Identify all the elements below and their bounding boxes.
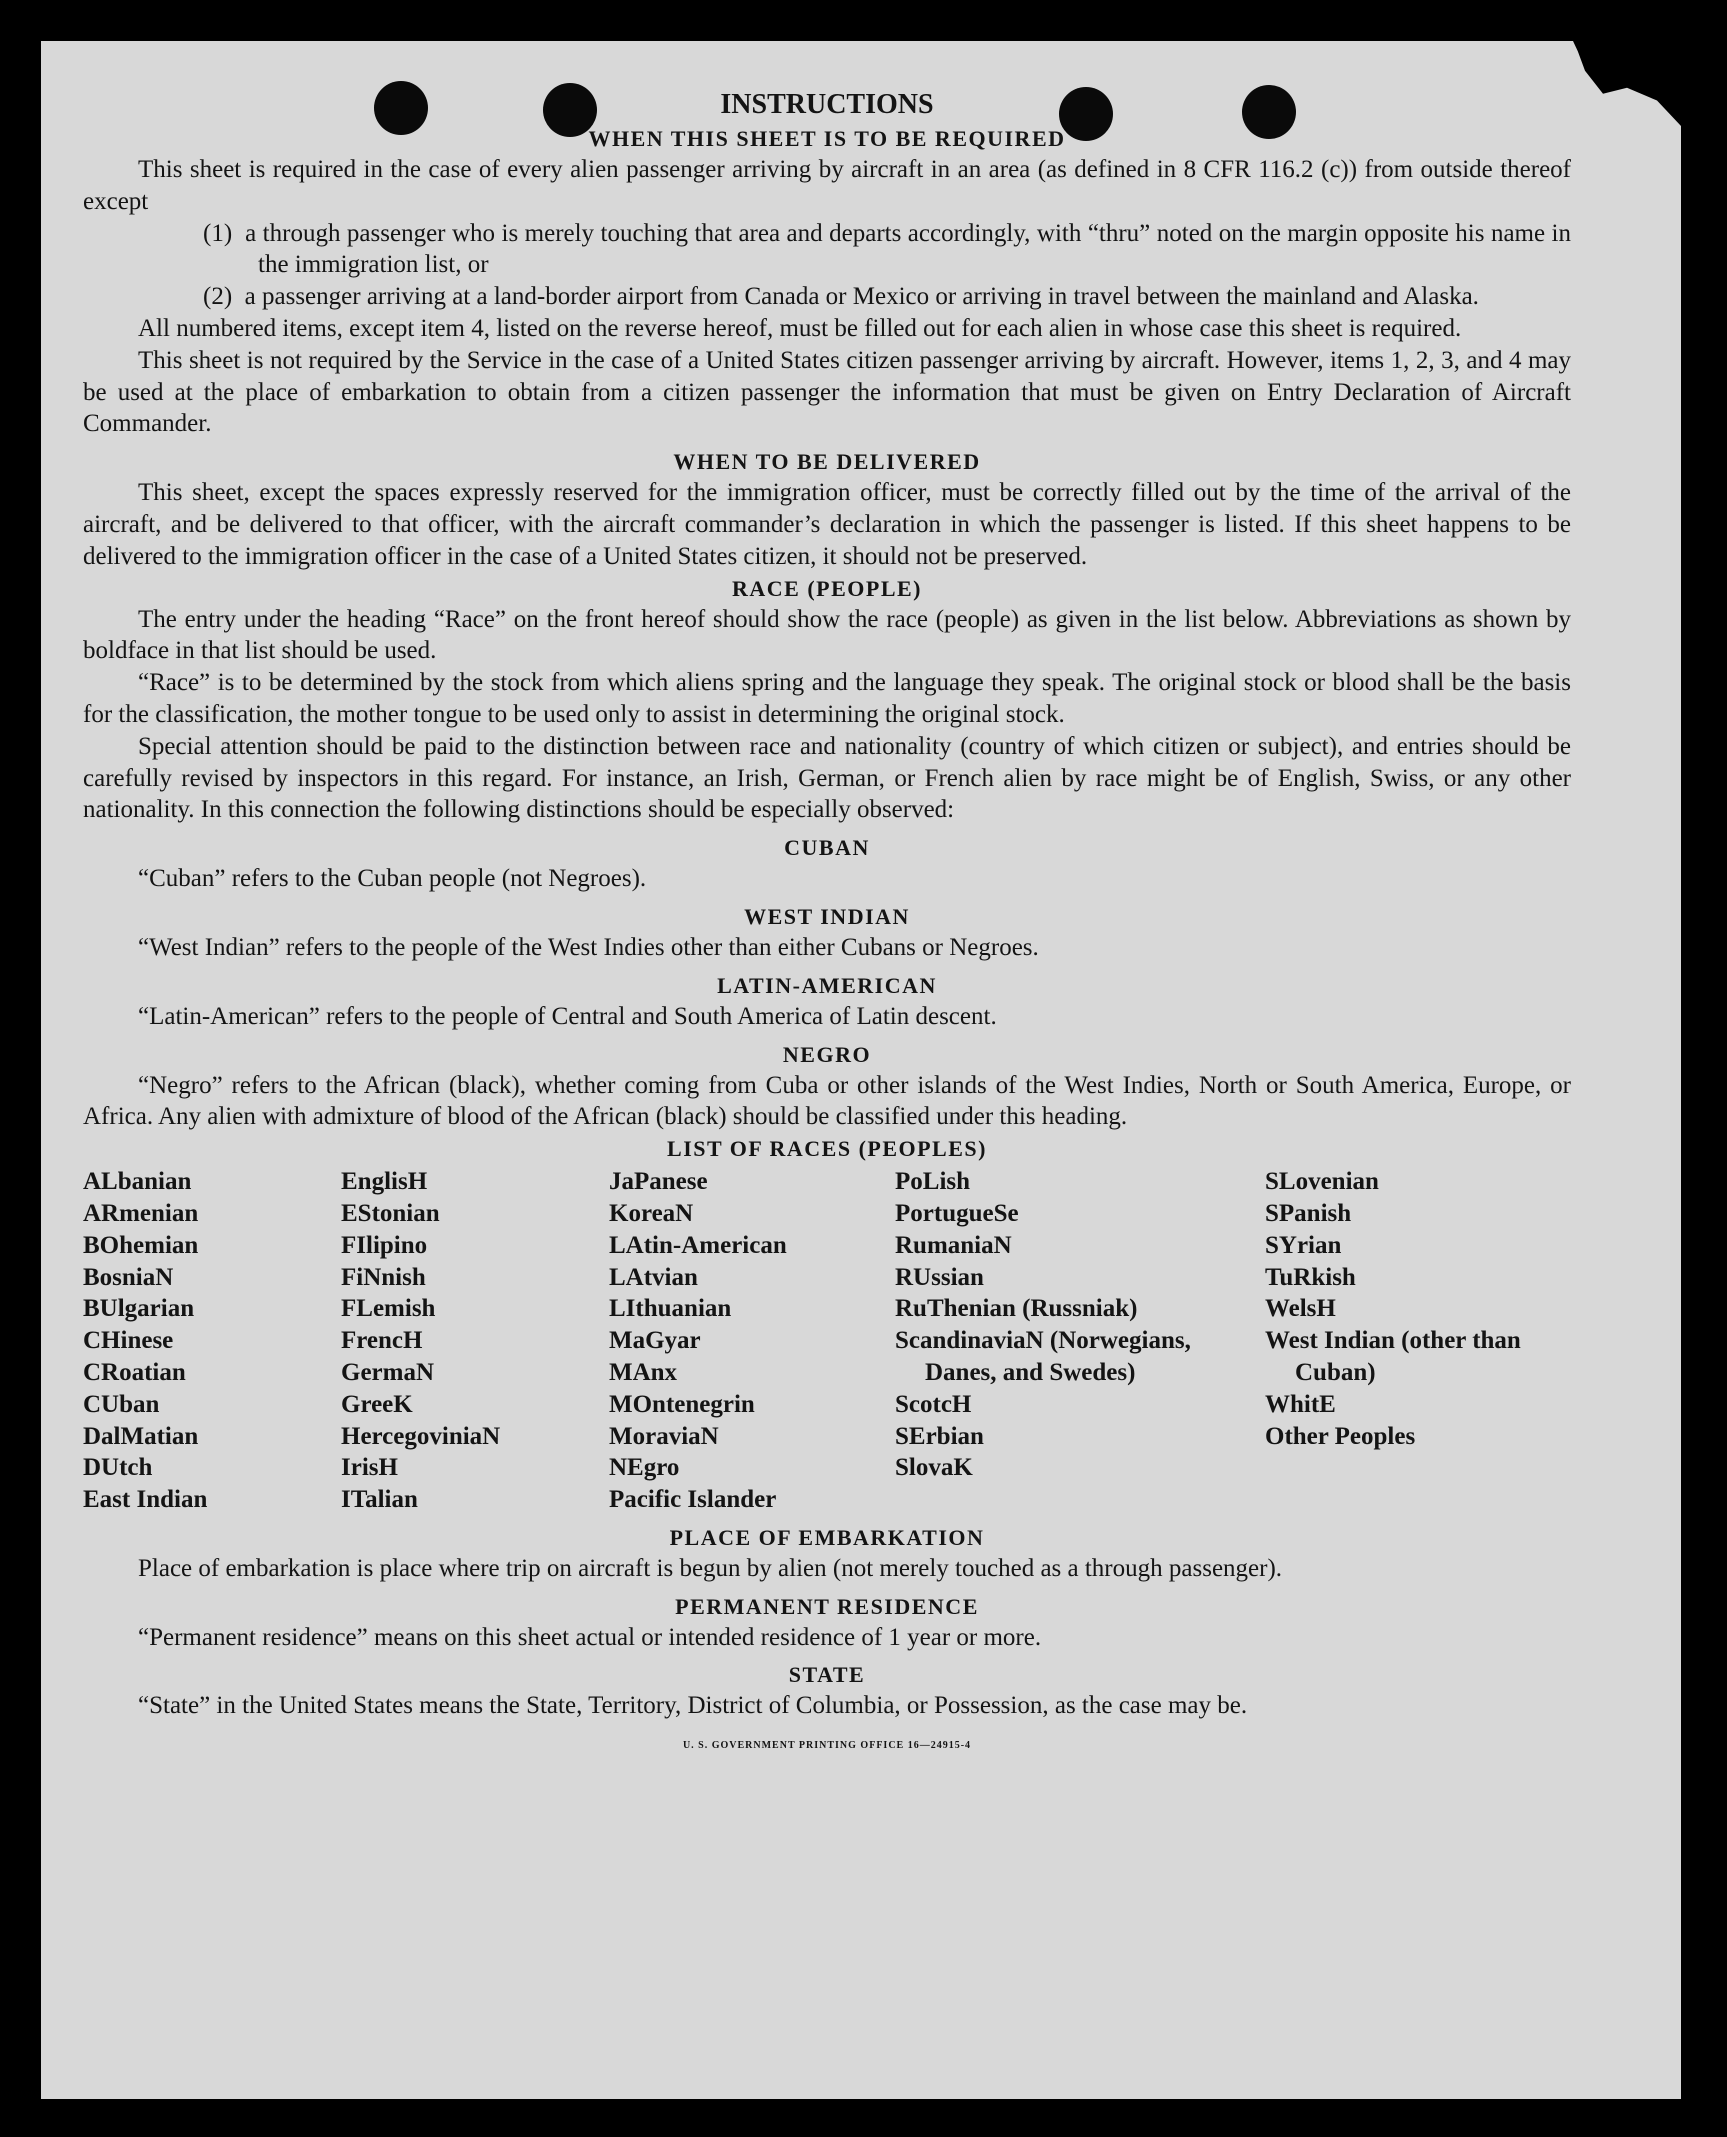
- heading-negro: NEGRO: [782, 1041, 872, 1067]
- paragraph: The entry under the heading “Race” on the front hereof should show the race (people) as given in the list below. Abbreviations as shown by boldface in that list should be used.: [83, 605, 1571, 665]
- paragraph: “Cuban” refers to the Cuban people (not Negroes).: [138, 865, 647, 893]
- paragraph: All numbered items, except item 4, listed on the reverse hereof, must be filled out for each alien in whose case this sheet is required.: [138, 314, 1462, 342]
- race-entry: MAnx: [609, 1358, 678, 1386]
- race-entry: PortugueSe: [895, 1199, 1019, 1227]
- race-entry: IrisH: [341, 1454, 398, 1482]
- instructions-content: [83, 88, 1571, 1762]
- race-entry: ITalian: [341, 1486, 418, 1514]
- paragraph: “State” in the United States means the State, Territory, District of Columbia, or Possession, as the case may be.: [138, 1692, 1248, 1720]
- race-entry: KoreaN: [609, 1199, 694, 1227]
- heading-west-indian: WEST INDIAN: [744, 903, 910, 929]
- race-entry: MOntenegrin: [609, 1390, 755, 1418]
- race-entry: SYrian: [1265, 1231, 1342, 1259]
- race-entry: GermaN: [341, 1358, 435, 1386]
- race-entry: EStonian: [341, 1199, 440, 1227]
- race-entry: NEgro: [609, 1454, 680, 1482]
- race-entry: West Indian (other than Cuban): [1265, 1327, 1521, 1386]
- race-column: [341, 1166, 609, 1516]
- race-entry: RUssian: [895, 1263, 984, 1291]
- race-entry: SLovenian: [1265, 1168, 1379, 1196]
- race-entry: TuRkish: [1265, 1263, 1356, 1291]
- race-entry: GreeK: [341, 1390, 413, 1418]
- paragraph: Place of embarkation is place where trip on aircraft is begun by alien (not merely touched as a through passenger).: [138, 1554, 1283, 1582]
- paragraph: This sheet is required in the case of every alien passenger arriving by aircraft in an area (as defined in 8 CFR 116.2 (c)) from outside thereof except: [83, 156, 1571, 215]
- race-entry: LAtin-American: [609, 1231, 787, 1259]
- heading-cuban: CUBAN: [784, 835, 870, 861]
- race-entry: FiNnish: [341, 1263, 426, 1291]
- race-entry: Pacific Islander: [609, 1486, 777, 1514]
- heading-race: RACE (PEOPLE): [732, 575, 922, 601]
- heading-when-delivered: WHEN TO BE DELIVERED: [673, 449, 981, 475]
- race-entry: WelsH: [1265, 1295, 1336, 1323]
- paragraph: This sheet, except the spaces expressly reserved for the immigration officer, must be correctly filled out by the time of the arrival of the aircraft, and be delivered to that officer, with the aircraft commander’s declaration in which the passenger is listed. If this sheet happens to be delivered to the immigration officer in the case of a United States citizen, it should not be preserved.: [83, 479, 1571, 570]
- paragraph: “West Indian” refers to the people of the West Indies other than either Cubans or Negroes.: [138, 933, 1039, 961]
- printer-imprint: U. S. GOVERNMENT PRINTING OFFICE 16—24915-4: [682, 1740, 972, 1752]
- paragraph: “Latin-American” refers to the people of Central and South America of Latin descent.: [138, 1002, 997, 1030]
- race-entry: CUban: [83, 1390, 160, 1418]
- race-entry: BUlgarian: [83, 1295, 195, 1323]
- race-entry: CHinese: [83, 1327, 174, 1355]
- page-title: INSTRUCTIONS: [720, 89, 934, 120]
- race-entry: FLemish: [341, 1295, 436, 1323]
- race-entry: MoraviaN: [609, 1422, 719, 1450]
- heading-list-of-races: LIST OF RACES (PEOPLES): [667, 1136, 987, 1162]
- race-entry: SlovaK: [895, 1454, 973, 1482]
- heading-state: STATE: [788, 1662, 866, 1688]
- heading-when-required: WHEN THIS SHEET IS TO BE REQUIRED: [588, 126, 1066, 151]
- list-item: (1) a through passenger who is merely touching that area and departs accordingly, with “thru” noted on the margin opposite his name in the immigration list, or: [203, 219, 1571, 279]
- race-entry: SErbian: [895, 1422, 984, 1450]
- heading-latin-american: LATIN-AMERICAN: [717, 972, 937, 998]
- race-column: [609, 1166, 895, 1516]
- race-column: [83, 1166, 341, 1516]
- paragraph: This sheet is not required by the Service in the case of a United States citizen passenger arriving by aircraft. However, items 1, 2, 3, and 4 may be used at the place of embarkation to obtain from a citizen passenger the information that must be given on Entry Declaration of Aircraft Commander.: [83, 346, 1571, 438]
- race-entry: East Indian: [83, 1486, 208, 1514]
- race-entry: DalMatian: [83, 1422, 199, 1450]
- heading-embarkation: PLACE OF EMBARKATION: [669, 1524, 985, 1550]
- race-entry: ScotcH: [895, 1390, 972, 1418]
- race-entry: RuThenian (Russniak): [895, 1295, 1138, 1323]
- paragraph: “Permanent residence” means on this sheet actual or intended residence of 1 year or more.: [138, 1623, 1042, 1651]
- race-entry: SPanish: [1265, 1199, 1352, 1227]
- race-column: [895, 1166, 1265, 1516]
- race-entry: JaPanese: [609, 1168, 708, 1196]
- race-list: [83, 1166, 1571, 1516]
- race-entry: EnglisH: [341, 1168, 428, 1196]
- paragraph: Special attention should be paid to the distinction between race and nationality (country of which citizen or subject), and entries should be carefully revised by inspectors in this regard. For instance, an Irish, German, or French alien by race might be of English, Swiss, or any other nationality. In this connection the following distinctions should be especially observed:: [83, 732, 1571, 824]
- race-entry: PoLish: [895, 1168, 971, 1196]
- race-entry: LAtvian: [609, 1263, 698, 1291]
- paragraph: “Race” is to be determined by the stock from which aliens spring and the language they speak. The original stock or blood shall be the basis for the classification, the mother tongue to be used only to assist in determining the original stock.: [83, 669, 1571, 728]
- race-entry: CRoatian: [83, 1358, 186, 1386]
- race-entry: MaGyar: [609, 1327, 701, 1355]
- race-entry: ARmenian: [83, 1199, 199, 1227]
- race-entry: LIthuanian: [609, 1295, 732, 1323]
- race-entry: HercegoviniaN: [341, 1422, 501, 1450]
- race-entry: BOhemian: [83, 1231, 199, 1259]
- race-entry: BosniaN: [83, 1263, 174, 1291]
- race-entry: ScandinaviaN (Norwegians, Danes, and Swedes): [895, 1327, 1191, 1386]
- list-item: (2) a passenger arriving at a land-border airport from Canada or Mexico or arriving in travel between the mainland and Alaska.: [203, 283, 1479, 311]
- race-entry: FIlipino: [341, 1231, 428, 1259]
- race-entry: DUtch: [83, 1454, 153, 1482]
- race-entry: Other Peoples: [1265, 1422, 1416, 1450]
- race-entry: ALbanian: [83, 1168, 192, 1196]
- paragraph: “Negro” refers to the African (black), whether coming from Cuba or other islands of the West Indies, North or South America, Europe, or Africa. Any alien with admixture of blood of the African (black) should be classified under this heading.: [83, 1071, 1571, 1131]
- race-column: [1265, 1166, 1535, 1516]
- race-entry: WhitE: [1265, 1390, 1336, 1418]
- race-entry: RumaniaN: [895, 1231, 1012, 1259]
- race-entry: FrencH: [341, 1327, 423, 1355]
- torn-corner: [1561, 41, 1681, 126]
- heading-residence: PERMANENT RESIDENCE: [675, 1593, 979, 1619]
